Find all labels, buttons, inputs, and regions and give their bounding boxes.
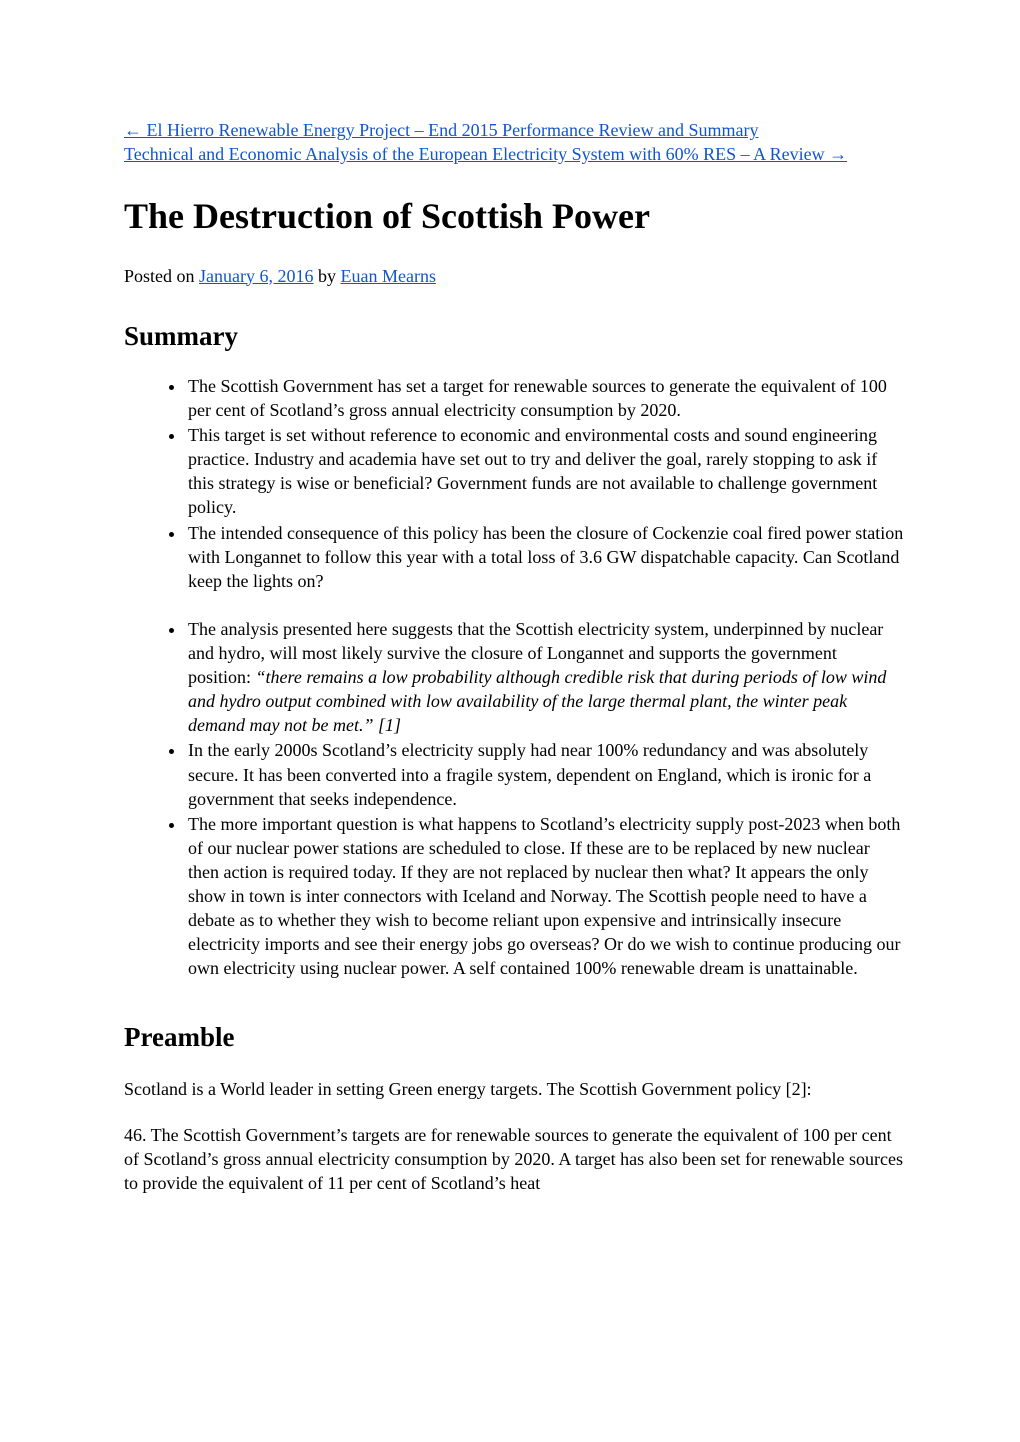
summary-bullet: [186, 812, 904, 981]
posted-date-link[interactable]: January 6, 2016: [199, 265, 314, 286]
summary-bullet: [186, 738, 904, 810]
bullet-text: The more important question is what happens to Scotland’s electricity supply post-2023 when both of our nuclear power stations are scheduled to close. If these are to be replaced by new nuclear then action is required today. If they are not replaced by nuclear then what? It appears the only show in town is inter connectors with Iceland and Norway. The Scottish people need to have a debate as to whether they wish to become reliant upon expensive and intrinsically insecure electricity imports and see their energy jobs go overseas? Or do we wish to continue producing our own electricity using nuclear power. A self contained 100% renewable dream is unattainable.: [188, 813, 901, 979]
summary-section: [124, 318, 904, 981]
next-post-link[interactable]: Technical and Economic Analysis of the European Electricity System with 60% RES – A Review →: [124, 144, 848, 165]
summary-bullet-list-1: [124, 374, 904, 593]
preamble-section: [124, 1019, 904, 1196]
summary-bullet: [186, 374, 904, 422]
byline: [124, 264, 904, 288]
by-label: by: [313, 265, 341, 286]
author-link[interactable]: Euan Mearns: [340, 265, 436, 286]
preamble-paragraph-1: Scotland is a World leader in setting Green energy targets. The Scottish Government policy [2]:: [124, 1078, 812, 1099]
page-title: The Destruction of Scottish Power: [124, 196, 650, 237]
preamble-paragraph-2: 46. The Scottish Government’s targets are for renewable sources to generate the equivalent of 100 per cent of Scotland’s gross annual electricity consumption by 2020. A target has also been set for renewable sources to provide the equivalent of 11 per cent of Scotland’s heat: [124, 1124, 903, 1194]
summary-bullet-list-2: [124, 617, 904, 981]
bullet-text: In the early 2000s Scotland’s electricity supply had near 100% redundancy and was absolutely secure. It has been converted into a fragile system, dependent on England, which is ironic for a government that seeks independence.: [188, 740, 872, 809]
summary-bullet: [186, 423, 904, 519]
bullet-quote-italic: “there remains a low probability although credible risk that during periods of low wind and hydro output combined with low availability of the large thermal plant, the winter peak demand may not be met.” [1]: [188, 667, 887, 736]
previous-post-link[interactable]: ← El Hierro Renewable Energy Project – End 2015 Performance Review and Summary: [124, 120, 759, 140]
summary-bullet: [186, 617, 904, 738]
bullet-text: The analysis presented here suggests that the Scottish electricity system, underpinned by nuclear and hydro, will most likely survive the closure of Longannet and supports the government position:: [188, 618, 884, 688]
summary-heading: Summary: [124, 320, 238, 351]
bullet-text: This target is set without reference to economic and environmental costs and sound engineering practice. Industry and academia have set out to try and deliver the goal, rarely stopping to ask if this strategy is wise or beneficial? Government funds are not available to challenge government policy.: [188, 425, 878, 518]
bullet-text: The intended consequence of this policy has been the closure of Cockenzie coal fired power station with Longannet to follow this year with a total loss of 3.6 GW dispatchable capacity. Can Scotland keep the lights on?: [188, 522, 904, 591]
summary-bullet: [186, 521, 904, 593]
bullet-text: The Scottish Government has set a target for renewable sources to generate the equivalent of 100 per cent of Scotland’s gross annual electricity consumption by 2020.: [188, 375, 887, 420]
posted-on-label: Posted on: [124, 265, 200, 286]
post-navigation: [124, 118, 876, 166]
preamble-heading: Preamble: [124, 1021, 235, 1052]
